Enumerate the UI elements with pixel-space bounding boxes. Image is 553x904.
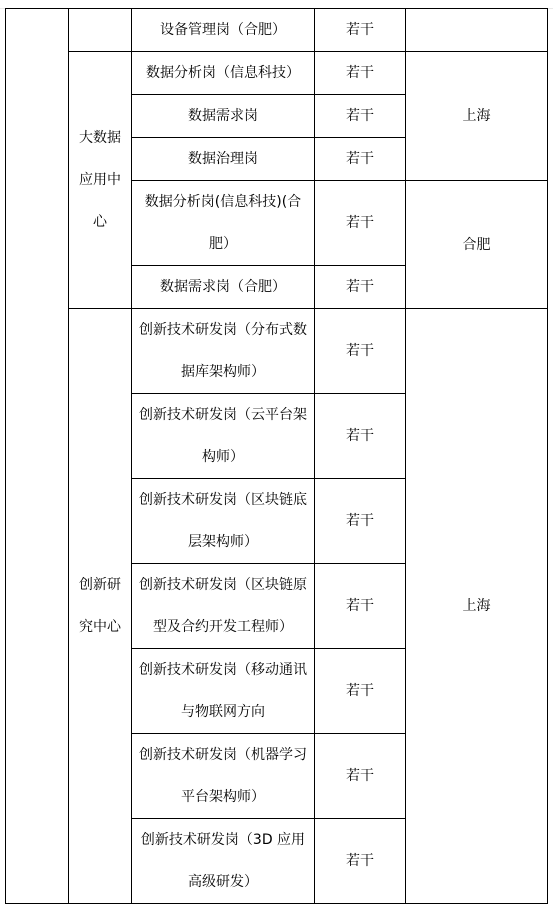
table-row xyxy=(6,9,548,52)
position-cell: 数据分析岗（信息科技） xyxy=(132,52,315,95)
position-cell: 创新技术研发岗（区块链原型及合约开发工程师） xyxy=(132,564,315,649)
table-row xyxy=(6,309,548,394)
department-cell: 创新研究中心 xyxy=(69,309,132,904)
headcount-cell: 若干 xyxy=(315,95,406,138)
position-cell: 创新技术研发岗（云平台架构师） xyxy=(132,394,315,479)
headcount-cell: 若干 xyxy=(315,52,406,95)
position-cell: 创新技术研发岗（分布式数据库架构师） xyxy=(132,309,315,394)
position-cell: 创新技术研发岗（移动通讯与物联网方向 xyxy=(132,649,315,734)
headcount-cell: 若干 xyxy=(315,564,406,649)
headcount-cell: 若干 xyxy=(315,309,406,394)
location-cell: 上海 xyxy=(406,309,548,904)
job-positions-table xyxy=(5,8,548,904)
position-cell: 设备管理岗（合肥） xyxy=(132,9,315,52)
position-cell: 创新技术研发岗（3D 应用高级研发） xyxy=(132,819,315,904)
headcount-cell: 若干 xyxy=(315,138,406,181)
headcount-cell: 若干 xyxy=(315,734,406,819)
department-cell-prev xyxy=(69,9,132,52)
location-cell: 上海 xyxy=(406,52,548,181)
position-cell: 数据分析岗(信息科技)(合肥） xyxy=(132,181,315,266)
headcount-cell: 若干 xyxy=(315,819,406,904)
headcount-cell: 若干 xyxy=(315,394,406,479)
table-row xyxy=(6,52,548,95)
position-cell: 数据治理岗 xyxy=(132,138,315,181)
position-cell: 创新技术研发岗（机器学习平台架构师） xyxy=(132,734,315,819)
location-cell-prev xyxy=(406,9,548,52)
position-cell: 创新技术研发岗（区块链底层架构师） xyxy=(132,479,315,564)
position-cell: 数据需求岗（合肥） xyxy=(132,266,315,309)
headcount-cell: 若干 xyxy=(315,649,406,734)
left-blank-cell xyxy=(6,9,69,904)
headcount-cell: 若干 xyxy=(315,9,406,52)
headcount-cell: 若干 xyxy=(315,266,406,309)
headcount-cell: 若干 xyxy=(315,181,406,266)
headcount-cell: 若干 xyxy=(315,479,406,564)
department-cell: 大数据应用中心 xyxy=(69,52,132,309)
position-cell: 数据需求岗 xyxy=(132,95,315,138)
location-cell: 合肥 xyxy=(406,181,548,309)
